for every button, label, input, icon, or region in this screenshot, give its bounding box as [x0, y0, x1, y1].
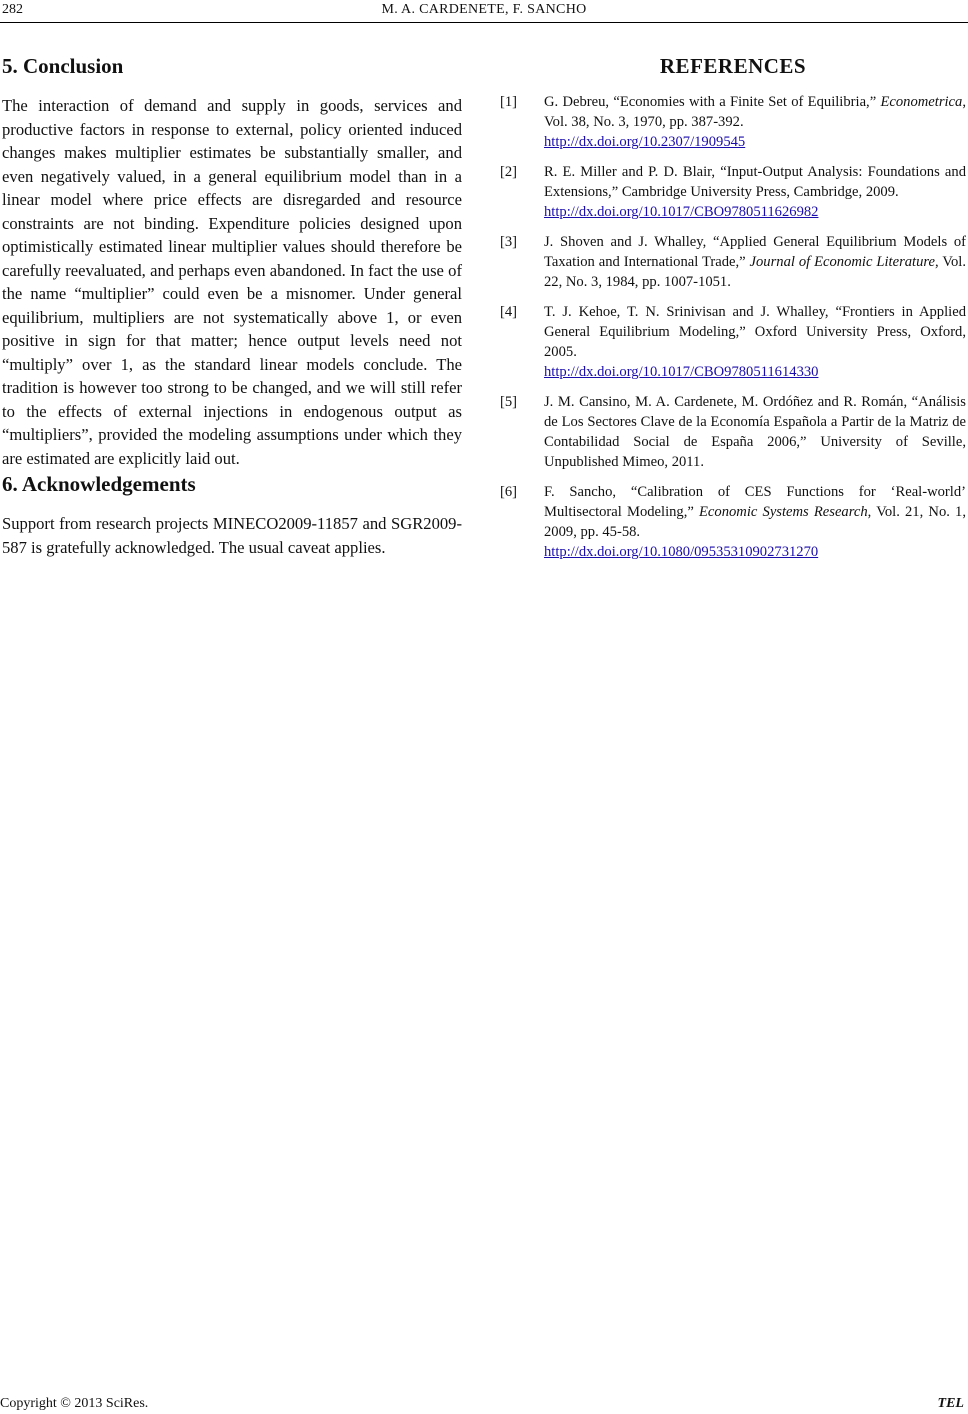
- references-column: [500, 52, 966, 572]
- reference-source: Economic Systems Research: [699, 504, 868, 520]
- reference-doi-link[interactable]: http://dx.doi.org/10.1017/CBO9780511626982: [544, 204, 819, 220]
- reference-doi-link[interactable]: http://dx.doi.org/10.1017/CBO9780511614330: [544, 364, 819, 380]
- references-heading: REFERENCES: [659, 54, 807, 78]
- header-rule: [0, 22, 968, 23]
- reference-list: [500, 92, 966, 562]
- conclusion-heading: 5. Conclusion: [2, 54, 124, 78]
- reference-text: [544, 232, 966, 292]
- reference-details: , Vol. 22, No. 3, 1984, pp. 1007-1051.: [544, 254, 966, 290]
- reference-citation: F. Sancho, “Calibration of CES Functions for ‘Real-world’ Multisectoral Modeling,”: [544, 484, 966, 520]
- reference-doi-link[interactable]: http://dx.doi.org/10.2307/1909545: [544, 134, 746, 150]
- reference-text: [544, 302, 966, 362]
- conclusion-text: The interaction of demand and supply in goods, services and productive factors in response to external, policy oriented induced changes makes multiplier estimates be substantially smaller, and even negatively valued, in a general equilibrium model than in a linear model where price effects are disregarded and resource constraints are not binding. Expenditure policies designed upon optimistically estimated linear multiplier values should therefore be carefully reevaluated, and perhaps even abandoned. In fact the use of the name “multiplier” could even be a misnomer. Under general equilibrium, multipliers are not systematically above 1, or even positive in sign for that matter; hence output levels need not “multiply” over 1, as the standard linear models conclude. The tradition is however too strong to be changed, and we will still refer to the effects of external injections in endogenous output as “multipliers”, provided the modeling assumptions under which they are estimated are explicitly laid out.: [2, 96, 462, 468]
- reference-details: , Vol. 38, No. 3, 1970, pp. 387-392.: [544, 94, 966, 130]
- reference-doi-link[interactable]: http://dx.doi.org/10.1080/09535310902731270: [544, 544, 819, 560]
- reference-citation: J. M. Cansino, M. A. Cardenete, M. Ordóñez and R. Román, “Análisis de Los Sectores Clave de la Economía Española a Partir de la Matriz de Contabilidad Social de España 2006,” University of Seville, Unpublished Mimeo, 2011.: [544, 394, 966, 470]
- reference-source: Econometrica: [880, 94, 963, 110]
- reference-number: [1]: [500, 94, 518, 110]
- running-head: M. A. CARDENETE, F. SANCHO: [381, 2, 587, 17]
- reference-citation: T. J. Kehoe, T. N. Srinivisan and J. Whalley, “Frontiers in Applied General Equilibrium Modeling,” Oxford University Press, Oxford, 2005.: [544, 304, 966, 360]
- reference-citation: G. Debreu, “Economies with a Finite Set of Equilibria,”: [544, 94, 881, 110]
- page-number: 282: [2, 2, 23, 17]
- reference-source: Journal of Economic Literature: [749, 254, 936, 270]
- reference-text: [544, 162, 966, 202]
- reference-number: [2]: [500, 164, 518, 180]
- reference-details: , Vol. 21, No. 1, 2009, pp. 45-58.: [544, 504, 966, 540]
- reference-text: [544, 92, 966, 132]
- left-column: [2, 52, 462, 559]
- reference-number: [4]: [500, 304, 518, 320]
- reference-item: [500, 392, 966, 472]
- reference-number: [5]: [500, 394, 518, 410]
- copyright-notice: Copyright © 2013 SciRes.: [0, 1396, 149, 1411]
- reference-number: [6]: [500, 484, 518, 500]
- reference-text: [544, 392, 966, 472]
- reference-citation: J. Shoven and J. Whalley, “Applied General Equilibrium Models of Taxation and International Trade,”: [544, 234, 966, 270]
- reference-citation: R. E. Miller and P. D. Blair, “Input-Output Analysis: Foundations and Extensions,” Cambridge University Press, Cambridge, 2009.: [544, 164, 966, 200]
- reference-number: [3]: [500, 234, 518, 250]
- acknowledgements-heading: 6. Acknowledgements: [2, 472, 196, 496]
- reference-item: [500, 162, 966, 222]
- reference-item: [500, 302, 966, 382]
- journal-abbrev: TEL: [937, 1396, 964, 1411]
- reference-item: [500, 482, 966, 562]
- reference-item: [500, 232, 966, 292]
- reference-item: [500, 92, 966, 152]
- reference-text: [544, 482, 966, 542]
- acknowledgements-text: Support from research projects MINECO2009-11857 and SGR2009-587 is gratefully acknowledged. The usual caveat applies.: [2, 514, 462, 557]
